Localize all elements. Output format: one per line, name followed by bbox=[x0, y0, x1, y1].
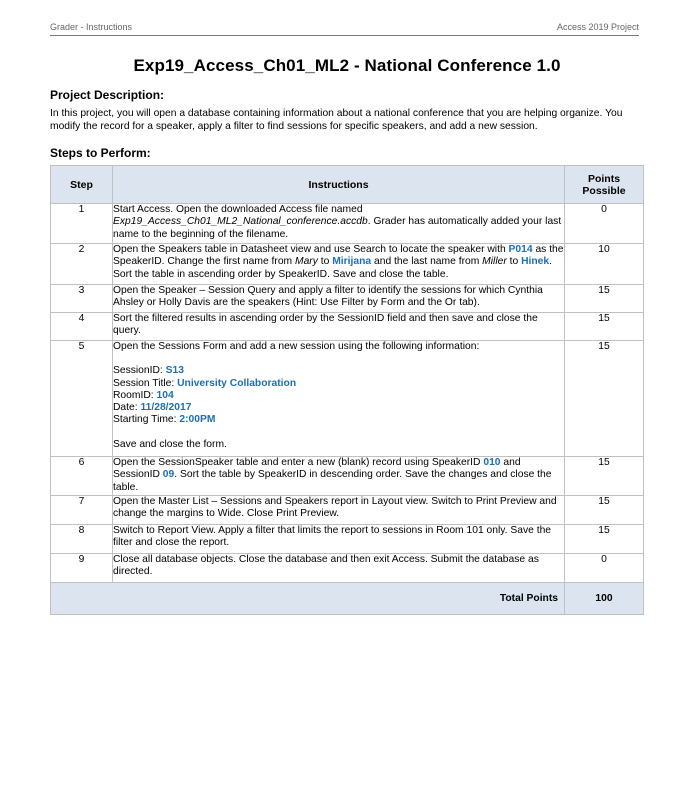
step-number: 9 bbox=[51, 554, 113, 583]
table-header-row bbox=[51, 166, 644, 204]
instr-text: . Sort the table by SpeakerID in descending order. Save the changes and close the table. bbox=[113, 469, 552, 493]
step-instructions bbox=[113, 204, 565, 244]
highlight-value: Hinek bbox=[521, 256, 550, 268]
table-row bbox=[51, 525, 644, 554]
total-spacer bbox=[51, 583, 113, 615]
instr-text: . Grader has automatically added your last name to the beginning of the filename. bbox=[113, 216, 562, 240]
table-row bbox=[51, 457, 644, 496]
field-label: Starting Time: bbox=[113, 414, 180, 426]
instr-text: . Sort the table in ascending order by SpeakerID. Save and close the table. bbox=[113, 256, 553, 280]
col-header-step: Step bbox=[51, 166, 113, 204]
step-number: 8 bbox=[51, 525, 113, 554]
step-instructions bbox=[113, 457, 565, 496]
total-value: 100 bbox=[565, 583, 644, 615]
instr-outro: Save and close the form. bbox=[113, 438, 227, 450]
col-header-points: Points Possible bbox=[565, 166, 644, 204]
field-line bbox=[113, 390, 564, 402]
step-instructions bbox=[113, 341, 565, 457]
total-row bbox=[51, 583, 644, 615]
field-label: Date: bbox=[113, 402, 141, 414]
step-points: 0 bbox=[565, 204, 644, 244]
table-row bbox=[51, 244, 644, 285]
field-line bbox=[113, 402, 564, 414]
step-instructions: Open the Master List – Sessions and Speakers report in Layout view. Switch to Print Preview and change the margins to Wide. Close Print Preview. bbox=[113, 496, 565, 525]
field-value: 11/28/2017 bbox=[140, 402, 192, 414]
step-instructions: Open the Speaker – Session Query and apply a filter to identify the sessions for which Cynthia Ahsley or Holly Davis are the speakers (Hint: Use Filter by Form and the Or tab). bbox=[113, 285, 565, 313]
field-line bbox=[113, 414, 564, 426]
field-value: University Collaboration bbox=[177, 377, 297, 389]
highlight-value: 010 bbox=[483, 457, 501, 468]
field-value: 104 bbox=[156, 389, 174, 401]
instr-text: to bbox=[506, 256, 522, 268]
col-header-instructions: Instructions bbox=[113, 166, 565, 204]
old-value: Miller bbox=[482, 256, 507, 268]
project-description-heading: Project Description: bbox=[50, 88, 165, 102]
step-number: 7 bbox=[51, 496, 113, 525]
page-header bbox=[50, 22, 639, 36]
step-instructions bbox=[113, 244, 565, 285]
old-value: Mary bbox=[295, 256, 318, 268]
instr-text: to bbox=[317, 256, 333, 268]
step-points: 15 bbox=[565, 285, 644, 313]
table-row bbox=[51, 285, 644, 313]
step-number: 4 bbox=[51, 313, 113, 341]
highlight-value: 09 bbox=[162, 469, 175, 481]
field-label: SessionID: bbox=[113, 365, 166, 377]
steps-table bbox=[50, 165, 644, 615]
step-points: 15 bbox=[565, 313, 644, 341]
table-row bbox=[51, 341, 644, 457]
instr-text: and SessionID bbox=[113, 457, 521, 481]
highlight-value: P014 bbox=[508, 244, 533, 255]
step-number: 6 bbox=[51, 457, 113, 496]
step-number: 2 bbox=[51, 244, 113, 285]
table-row bbox=[51, 496, 644, 525]
instr-text: and the last name from bbox=[371, 256, 483, 268]
field-label: RoomID: bbox=[113, 389, 157, 401]
step-instructions: Sort the filtered results in ascending order by the SessionID field and then save and close the query. bbox=[113, 313, 565, 341]
highlight-value: Mirijana bbox=[332, 256, 372, 268]
project-description-text: In this project, you will open a database containing information about a national conference that you are helping organize. You modify the record for a speaker, apply a filter to find sessions for specific speakers, and add a new session. bbox=[50, 108, 623, 132]
step-instructions: Switch to Report View. Apply a filter that limits the report to sessions in Room 101 only. Save the filter and close the report. bbox=[113, 525, 565, 554]
table-row bbox=[51, 313, 644, 341]
table-row bbox=[51, 204, 644, 244]
filename-text: Exp19_Access_Ch01_ML2_National_conference.accdb bbox=[113, 216, 368, 228]
field-value: 2:00PM bbox=[179, 414, 216, 426]
step-number: 3 bbox=[51, 285, 113, 313]
instr-text: Start Access. Open the downloaded Access file named bbox=[113, 204, 363, 215]
step-instructions: Close all database objects. Close the database and then exit Access. Submit the database as directed. bbox=[113, 554, 565, 583]
document-title: Exp19_Access_Ch01_ML2 - National Conference 1.0 bbox=[133, 56, 561, 75]
step-points: 15 bbox=[565, 496, 644, 525]
step-number: 5 bbox=[51, 341, 113, 457]
instr-text: Open the Speakers table in Datasheet view and use Search to locate the speaker with bbox=[113, 244, 509, 255]
step-points: 0 bbox=[565, 554, 644, 583]
step-points: 10 bbox=[565, 244, 644, 285]
total-label: Total Points bbox=[113, 583, 565, 615]
header-left: Grader - Instructions bbox=[50, 22, 133, 32]
step-number: 1 bbox=[51, 204, 113, 244]
steps-heading: Steps to Perform: bbox=[50, 146, 151, 160]
instr-text: as the SpeakerID. Change the first name from bbox=[113, 244, 564, 268]
header-right: Access 2019 Project bbox=[556, 22, 639, 32]
field-label: Session Title: bbox=[113, 377, 178, 389]
field-line bbox=[113, 365, 564, 377]
field-line bbox=[113, 378, 564, 390]
instr-text: Open the SessionSpeaker table and enter a new (blank) record using SpeakerID bbox=[113, 457, 484, 468]
step-points: 15 bbox=[565, 341, 644, 457]
field-value: S13 bbox=[165, 365, 184, 377]
step-points: 15 bbox=[565, 525, 644, 554]
instr-intro: Open the Sessions Form and add a new session using the following information: bbox=[113, 341, 480, 352]
table-row bbox=[51, 554, 644, 583]
step-points: 15 bbox=[565, 457, 644, 496]
